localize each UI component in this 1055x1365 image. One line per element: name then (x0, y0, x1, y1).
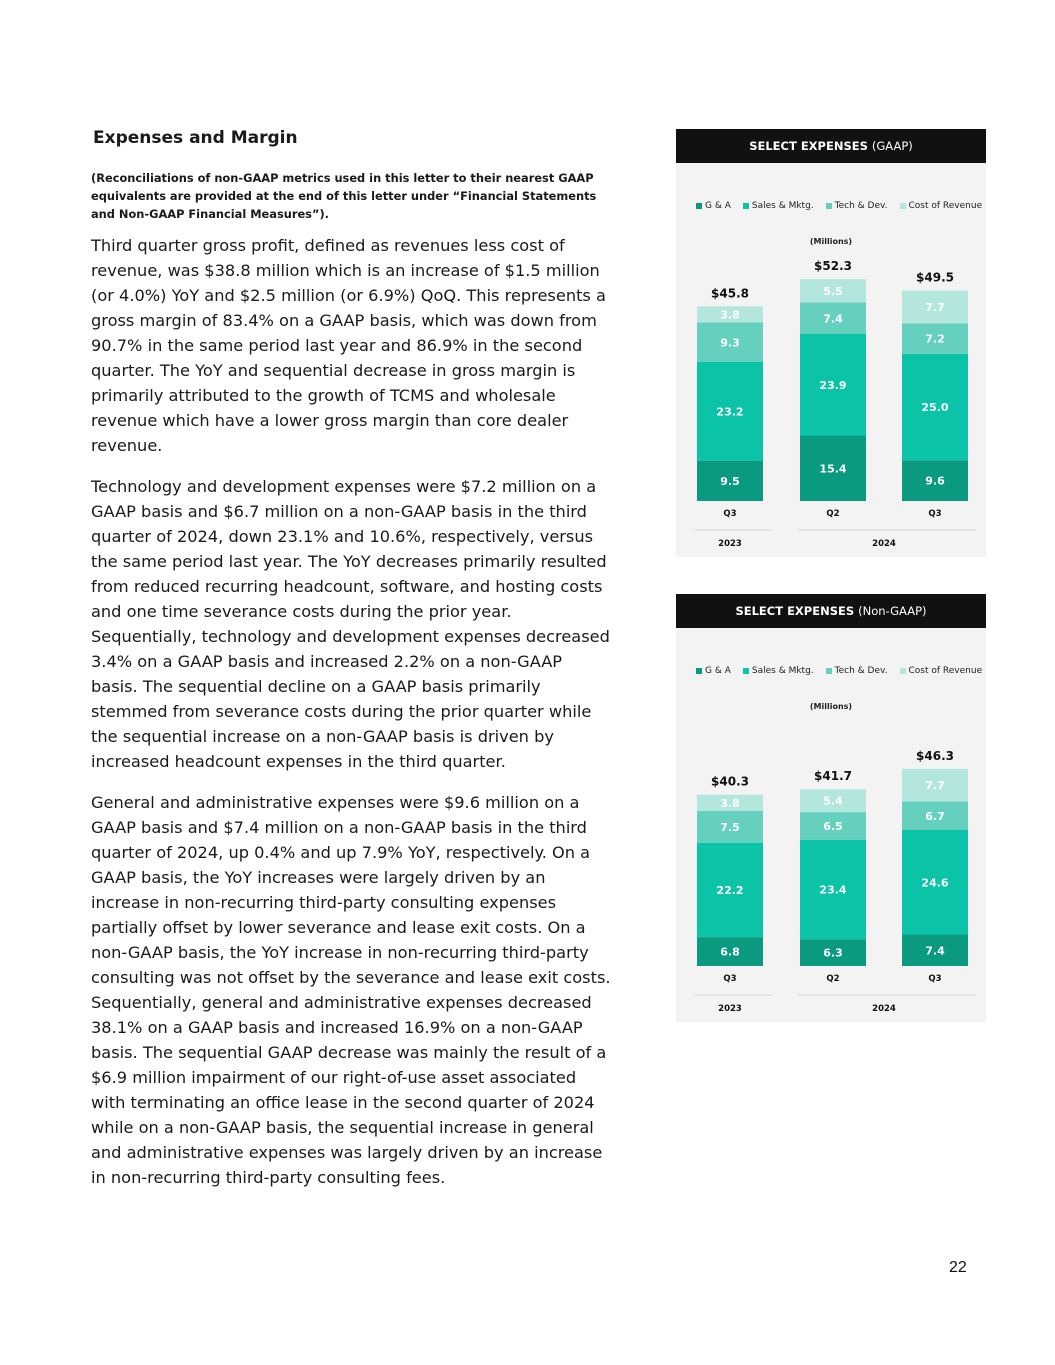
bar-total-label: $40.3 (711, 774, 749, 789)
year-label: 2024 (872, 539, 896, 549)
category-tick-label: Q3 (928, 509, 942, 519)
legend-label: Cost of Revenue (908, 666, 983, 676)
bar-value-label: 7.4 (823, 312, 843, 326)
bar-value-label: 5.4 (823, 794, 843, 808)
category-tick-label: Q3 (723, 509, 737, 519)
section-heading: Expenses and Margin (93, 128, 298, 148)
category-tick-label: Q2 (826, 974, 840, 984)
bar-value-label: 9.6 (925, 474, 945, 488)
bar-value-label: 6.7 (925, 809, 945, 823)
legend-label: Sales & Mktg. (751, 201, 814, 211)
bar-value-label: 6.5 (823, 819, 843, 833)
legend-label: G & A (705, 666, 731, 676)
bar-value-label: 9.3 (720, 336, 740, 350)
bar-value-label: 6.8 (720, 945, 740, 959)
bar-total-label: $49.5 (916, 270, 954, 285)
bar-value-label: 23.2 (716, 405, 744, 419)
bar-value-label: 3.8 (720, 796, 740, 810)
legend-label: Sales & Mktg. (751, 666, 814, 676)
bar-value-label: 25.0 (921, 401, 949, 415)
page-number: 22 (949, 1259, 967, 1276)
bar-value-label: 24.6 (921, 876, 949, 890)
category-tick-label: Q3 (928, 974, 942, 984)
year-label: 2024 (872, 1004, 896, 1014)
bar-value-label: 9.5 (720, 474, 740, 488)
chart-title-qualifier: (Non-GAAP) (858, 604, 927, 618)
paragraph-general-admin: General and administrative expenses were $9.6 million on a GAAP basis and $7.4 million on a non-GAAP basis in the third quarter of 2024, up 0.4% and up 7.9% YoY, respectively. On a GAAP basis, the YoY increases were largely driven by an increase in non-recurring third-party consulting expenses partially offset by lower severance and lease exit costs. On a non-GAAP basis, the YoY increase in non-recurring third-party consulting was not offset by the severance and lease exit costs. Sequentially, general and administrative expenses decreased 38.1% on a GAAP basis and increased 16.9% on a non-GAAP basis. The sequential GAAP decrease was mainly the result of a $6.9 million impairment of our right-of-use asset associated with terminating an office lease in the second quarter of 2024 while on a non-GAAP basis, the sequential increase in general and administrative expenses was largely driven by an increase in non-recurring third-party consulting fees. (91, 793, 611, 1187)
legend-label: Cost of Revenue (908, 201, 983, 211)
legend-label: Tech & Dev. (834, 666, 888, 676)
chart-title-bold: SELECT EXPENSES (735, 604, 855, 618)
category-tick-label: Q3 (723, 974, 737, 984)
bar-value-label: 5.5 (823, 284, 843, 298)
bar-total-label: $41.7 (814, 769, 852, 784)
chart-title-bold: SELECT EXPENSES (749, 139, 868, 153)
bar-value-label: 7.7 (925, 300, 945, 314)
paragraph-tech-dev: Technology and development expenses were $7.2 million on a GAAP basis and $6.7 million on a non-GAAP basis in the third quarter of 2024, down 23.1% and 10.6%, respectively, versus the same period last year. The YoY decreases primarily resulted from reduced recurring headcount, software, and hosting costs and one time severance costs during the prior year. Sequentially, technology and development expenses decreased 3.4% on a GAAP basis and increased 2.2% on a non-GAAP basis. The sequential decline on a GAAP basis primarily stemmed from severance costs during the prior quarter while the sequential increase on a non-GAAP basis is driven by increased headcount expenses in the third quarter. (91, 477, 610, 771)
year-label: 2023 (718, 1004, 742, 1014)
bar-value-label: 7.2 (925, 332, 945, 346)
bar-value-label: 15.4 (819, 462, 847, 476)
legend-label: G & A (705, 201, 731, 211)
chart-title-qualifier: (GAAP) (871, 139, 913, 153)
gaap-bars-plot (676, 129, 986, 557)
bar-value-label: 6.3 (823, 946, 843, 960)
expenses-text-column (91, 128, 611, 1190)
non-gaap-bars-plot (676, 594, 986, 1022)
bar-total-label: $46.3 (916, 748, 954, 763)
bar-value-label: 23.9 (819, 378, 847, 392)
year-label: 2023 (718, 539, 742, 549)
bar-value-label: 7.5 (720, 820, 740, 834)
category-tick-label: Q2 (826, 509, 840, 519)
bar-total-label: $45.8 (711, 286, 749, 301)
reconciliation-note: (Reconciliations of non-GAAP metrics used in this letter to their nearest GAAP equivalents are provided at the end of this letter under “Financial Statements and Non-GAAP Financial Measures”). (91, 171, 597, 221)
chart-units: (Millions) (809, 702, 853, 711)
chart-units: (Millions) (809, 237, 853, 246)
bar-total-label: $52.3 (814, 259, 852, 274)
gaap-expenses-chart (676, 129, 986, 557)
legend-label: Tech & Dev. (834, 201, 888, 211)
bar-value-label: 3.8 (720, 308, 740, 322)
non-gaap-expenses-chart (676, 594, 986, 1022)
bar-value-label: 7.7 (925, 779, 945, 793)
bar-value-label: 23.4 (819, 883, 847, 897)
paragraph-gross-profit: Third quarter gross profit, defined as revenues less cost of revenue, was $38.8 million which is an increase of $1.5 million (or 4.0%) YoY and $2.5 million (or 6.9%) QoQ. This represents a gross margin of 83.4% on a GAAP basis, which was down from 90.7% in the same period last year and 86.9% in the second quarter. The YoY and sequential decrease in gross margin is primarily attributed to the growth of TCMS and wholesale revenue which have a lower gross margin than core dealer revenue. (91, 236, 606, 455)
bar-value-label: 7.4 (925, 944, 945, 958)
bar-value-label: 22.2 (716, 883, 744, 897)
